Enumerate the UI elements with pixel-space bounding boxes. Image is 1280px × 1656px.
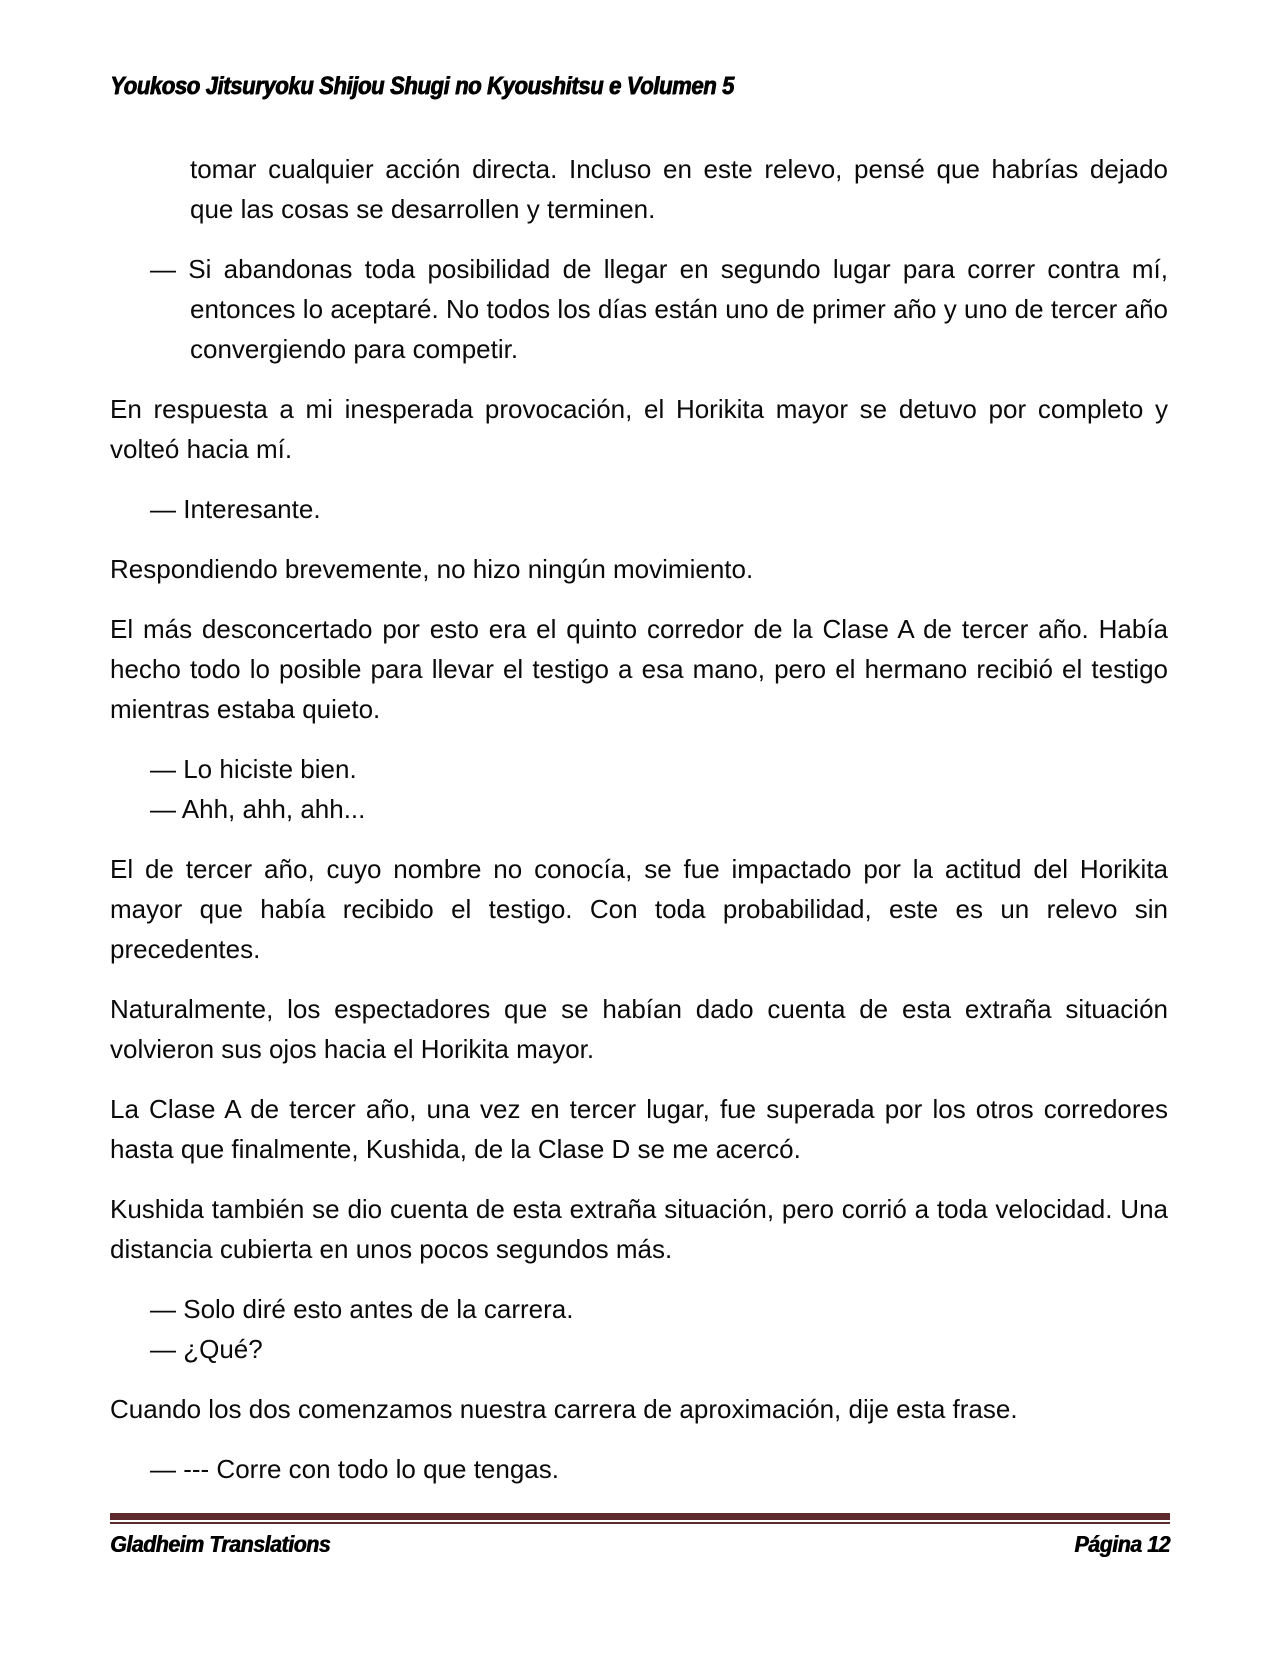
paragraph-dialogue-continuation: tomar cualquier acción directa. Incluso en este relevo, pensé que habrías dejado que las cosas se desarrollen y terminen. xyxy=(190,154,1168,224)
paragraph-dialogue: — Interesante. xyxy=(150,494,321,524)
paragraph-narrative: Naturalmente, los espectadores que se habían dado cuenta de esta extraña situación volvieron sus ojos hacia el Horikita mayor. xyxy=(110,994,1168,1064)
paragraph-dialogue: — --- Corre con todo lo que tengas. xyxy=(150,1454,559,1484)
footer-rule-thick xyxy=(110,1513,1170,1520)
paragraph-narrative: En respuesta a mi inesperada provocación, el Horikita mayor se detuvo por completo y volteó hacia mí. xyxy=(110,394,1168,464)
dialogue-line: — Ahh, ahh, ahh... xyxy=(150,794,366,824)
footer-translator-credit: Gladheim Translations xyxy=(110,1531,331,1557)
dialogue-line: — ¿Qué? xyxy=(150,1334,263,1364)
paragraph-narrative: Cuando los dos comenzamos nuestra carrera de aproximación, dije esta frase. xyxy=(110,1394,1018,1424)
paragraph-narrative: Respondiendo brevemente, no hizo ningún movimiento. xyxy=(110,554,754,584)
paragraph-narrative: El de tercer año, cuyo nombre no conocía, se fue impactado por la actitud del Horikita mayor que había recibido el testigo. Con toda probabilidad, este es un relevo sin precedentes. xyxy=(110,854,1168,964)
footer-rule-thin xyxy=(110,1522,1170,1524)
document-body xyxy=(110,149,1168,1509)
page-header-title: Youkoso Jitsuryoku Shijou Shugi no Kyoushitsu e Volumen 5 xyxy=(110,72,734,100)
dialogue-group xyxy=(110,749,1168,829)
dialogue-line: — Lo hiciste bien. xyxy=(150,754,357,784)
footer-row xyxy=(110,1531,1170,1558)
dialogue-line: — Solo diré esto antes de la carrera. xyxy=(150,1294,574,1324)
paragraph-narrative: Kushida también se dio cuenta de esta extraña situación, pero corrió a toda velocidad. Una distancia cubierta en unos pocos segundos más. xyxy=(110,1194,1168,1264)
paragraph-narrative: El más desconcertado por esto era el quinto corredor de la Clase A de tercer año. Había hecho todo lo posible para llevar el testigo a esa mano, pero el hermano recibió el testigo mientras estaba quieto. xyxy=(110,614,1168,724)
paragraph-narrative: La Clase A de tercer año, una vez en tercer lugar, fue superada por los otros corredores hasta que finalmente, Kushida, de la Clase D se me acercó. xyxy=(110,1094,1168,1164)
paragraph-dialogue: — Si abandonas toda posibilidad de llegar en segundo lugar para correr contra mí, entonces lo aceptaré. No todos los días están uno de primer año y uno de tercer año convergiendo para competir. xyxy=(150,254,1168,364)
page-footer xyxy=(110,1513,1170,1558)
footer-page-number: Página 12 xyxy=(1074,1531,1170,1557)
dialogue-group xyxy=(110,1289,1168,1369)
page-header xyxy=(110,72,1170,101)
